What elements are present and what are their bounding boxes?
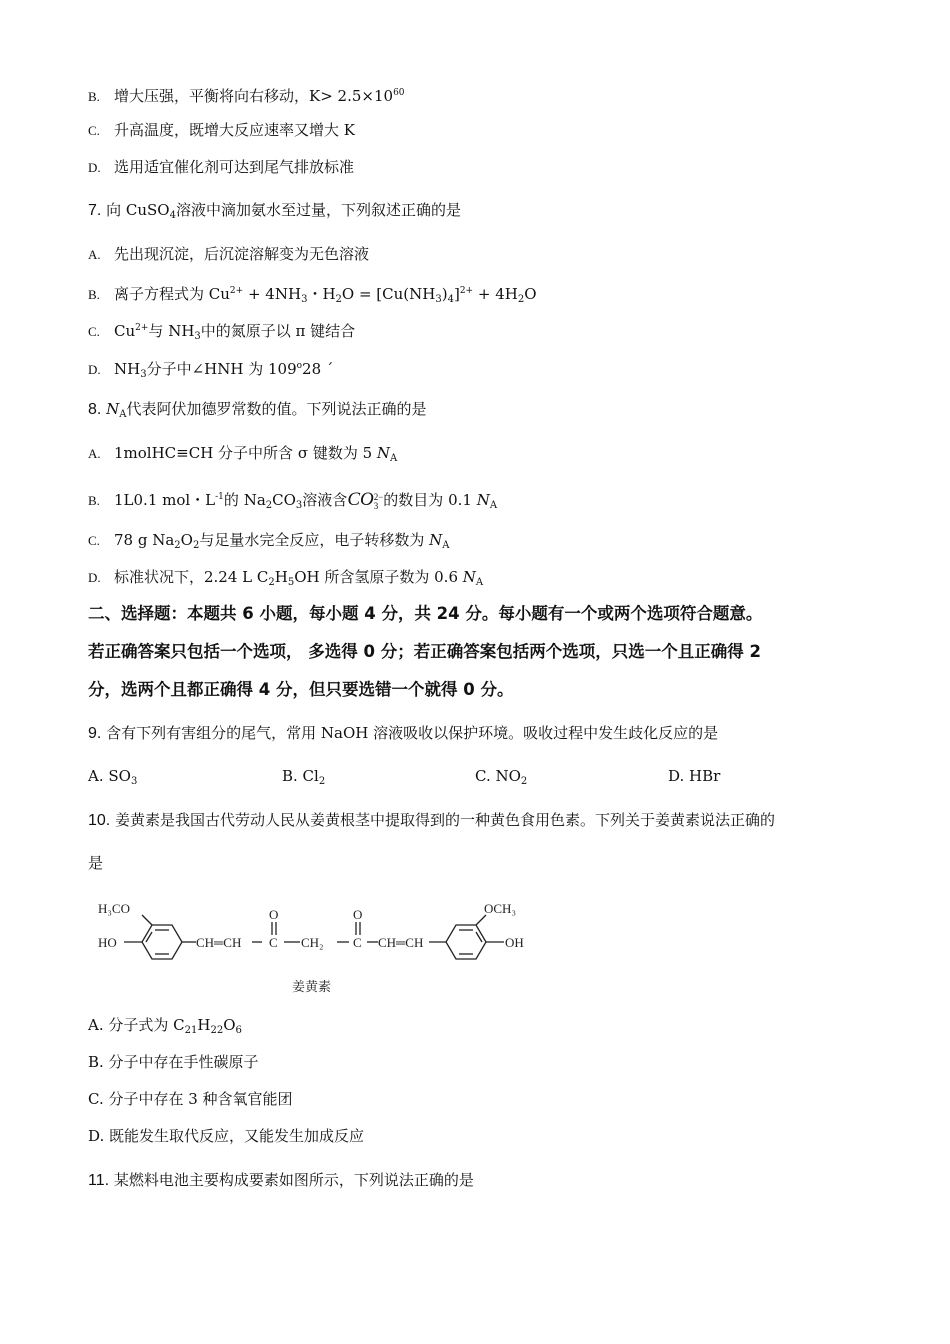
text: NH <box>114 360 141 378</box>
option-letter: B. <box>88 287 100 302</box>
sub: A <box>475 577 484 588</box>
text: 1L0.1 mol・L <box>114 491 216 509</box>
carbon-label: C <box>269 935 278 950</box>
oxygen-label: O <box>353 907 363 922</box>
option-letter: B. <box>88 89 100 104</box>
sub: 2 <box>318 776 326 787</box>
text: 标准状况下，2.24 L C <box>114 568 269 586</box>
text: O <box>524 285 537 303</box>
sub: 2 <box>265 500 273 511</box>
text: 28 ´ <box>302 360 334 378</box>
section2-line2: 若正确答案只包括一个选项， 多选得 0 分；若正确答案包括两个选项，只选一个且正确得 2 <box>88 642 761 661</box>
option-text: 增大压强，平衡将向右移动，K> 2.5×10 <box>114 87 394 105</box>
text: H <box>274 568 288 586</box>
sup: 2+ <box>229 286 244 296</box>
text: 与足量水完全反应，电子转移数为 <box>199 531 430 549</box>
text: + 4H <box>473 285 518 303</box>
text: 溶液含 <box>302 491 348 509</box>
sub: 22 <box>210 1025 224 1036</box>
methoxy-left-label: H₃CO <box>98 901 130 916</box>
q6-option-d <box>88 157 354 178</box>
question-number: 9. <box>88 725 102 742</box>
sup: 2+ <box>135 323 149 333</box>
q6-option-c <box>88 120 355 141</box>
q10-option-b: B. 分子中存在手性碳原子 <box>88 1053 259 1071</box>
sub: 2 <box>192 540 200 551</box>
text: A. 分子式为 C <box>88 1016 185 1034</box>
text: ・H <box>307 285 336 303</box>
text: O = [Cu(NH <box>341 285 436 303</box>
figure-caption: 姜黄素 <box>292 979 332 994</box>
text: 分子中∠HNH 为 109 <box>146 360 297 378</box>
sub: 2 <box>520 776 528 787</box>
sub: A <box>489 500 498 511</box>
q7-option-a <box>88 244 369 265</box>
text: 78 g Na <box>114 531 175 549</box>
option-text: 升高温度，既增大反应速率又增大 K <box>114 121 355 139</box>
hydroxy-left-label: HO <box>98 935 117 950</box>
sub: 2 <box>268 577 275 588</box>
q8-stem <box>88 399 427 425</box>
option-letter: C. <box>88 324 100 339</box>
stem-text: 代表阿伏加德罗常数的值。下列说法正确的是 <box>126 400 427 418</box>
carbon-label: C <box>353 935 362 950</box>
vinyl-left-label: CH═CH <box>196 935 242 950</box>
q10-option-d: D. 既能发生取代反应，又能发生加成反应 <box>88 1127 365 1145</box>
sub: 3 <box>130 776 138 787</box>
text: C. NO <box>475 767 521 785</box>
stem-text: 含有下列有害组分的尾气，常用 NaOH 溶液吸收以保护环境。吸收过程中发生歧化反应的是 <box>106 724 719 742</box>
option-letter: B. <box>88 493 100 508</box>
q7-stem <box>88 200 461 226</box>
avogadro-symbol: N <box>106 400 120 418</box>
sub: 3 <box>435 294 442 305</box>
section2-line1: 二、选择题：本题共 6 小题，每小题 4 分，共 24 分。每小题有一个或两个选项符合题意。 <box>88 604 763 623</box>
text: + 4NH <box>243 285 302 303</box>
option-letter: D. <box>88 362 101 377</box>
text: 1molHC≡CH 分子中所含 σ 键数为 5 <box>114 444 377 462</box>
stem-text: 姜黄素是我国古代劳动人民从姜黄根茎中提取得到的一种黄色食用色素。下列关于姜黄素说法正确的 <box>115 811 776 829</box>
avogadro-symbol: N <box>476 491 490 509</box>
section2-line3: 分，选两个且都正确得 4 分，但只要选错一个就得 0 分。 <box>88 680 514 699</box>
q9-option-d <box>668 767 720 785</box>
methylene-label: CH₂ <box>301 935 324 950</box>
text: 的数目为 0.1 <box>383 491 477 509</box>
sup: o <box>296 361 303 371</box>
sub: 4 <box>447 294 454 305</box>
sub: A <box>442 540 450 551</box>
oxygen-label: O <box>269 907 279 922</box>
option-text: 选用适宜催化剂可达到尾气排放标准 <box>114 158 355 176</box>
sub: 2 <box>517 294 525 305</box>
sub: 3 <box>373 501 379 511</box>
text: H <box>197 1016 211 1034</box>
vinyl-right-label: CH═CH <box>378 935 424 950</box>
text: D. HBr <box>668 767 721 785</box>
sup: -1 <box>215 492 224 502</box>
subscript: 4 <box>169 210 176 221</box>
q6-option-b <box>88 83 405 107</box>
q9-option-c <box>475 767 527 787</box>
sub: A <box>390 453 398 464</box>
q8-option-a <box>88 443 397 469</box>
stem-text: 向 CuSO <box>106 201 170 219</box>
q7-option-c <box>88 318 355 347</box>
curcumin-structure-figure <box>84 895 554 1000</box>
option-text: 先出现沉淀，后沉淀溶解变为无色溶液 <box>114 245 370 263</box>
sub: 21 <box>184 1025 198 1036</box>
question-number: 7. <box>88 202 102 219</box>
text: ] <box>453 285 460 303</box>
sub: 5 <box>287 577 295 588</box>
question-number: 11. <box>88 1172 110 1189</box>
avogadro-symbol: N <box>376 444 391 462</box>
text: OH 所含氢原子数为 0.6 <box>294 568 463 586</box>
option-letter: D. <box>88 160 101 175</box>
methoxy-bond <box>476 915 486 925</box>
q10-option-c: C. 分子中存在 3 种含氧官能团 <box>88 1090 293 1108</box>
q9-stem <box>88 723 718 744</box>
q8-option-d <box>88 567 483 593</box>
text: O <box>223 1016 236 1034</box>
text: CO <box>347 489 374 510</box>
sub: 3 <box>295 500 303 511</box>
text: A. SO <box>88 767 131 785</box>
q9-option-b <box>282 767 325 787</box>
hydroxy-right-label: OH <box>505 935 524 950</box>
sub: 3 <box>301 294 308 305</box>
text: 的 Na <box>223 491 266 509</box>
sup: 2− <box>373 492 384 502</box>
question-number: 10. <box>88 812 111 829</box>
question-number: 8. <box>88 401 102 418</box>
q8-option-c <box>88 530 450 556</box>
text: CO <box>272 491 296 509</box>
superscript: 60 <box>393 88 405 98</box>
sub: 3 <box>140 369 147 380</box>
option-letter: C. <box>88 533 100 548</box>
option-letter: D. <box>88 570 101 585</box>
methoxy-bond <box>142 915 152 925</box>
sub: 6 <box>235 1025 242 1036</box>
text: B. Cl <box>282 767 319 785</box>
stem-text: 某燃料电池主要构成要素如图所示，下列说法正确的是 <box>113 1171 474 1189</box>
sub: A <box>119 409 127 420</box>
text: Cu <box>114 322 136 340</box>
q11-stem <box>88 1170 474 1191</box>
text: 离子方程式为 Cu <box>114 285 230 303</box>
text: 中的氮原子以 π 键结合 <box>200 322 356 340</box>
sub: 2 <box>174 540 181 551</box>
text: O <box>180 531 193 549</box>
avogadro-symbol: N <box>429 531 443 549</box>
option-letter: A. <box>88 446 101 461</box>
q7-option-b <box>88 281 537 310</box>
q10-stem-line1 <box>88 810 775 831</box>
avogadro-symbol: N <box>462 568 476 586</box>
methoxy-right-label: OCH₃ <box>484 901 516 916</box>
carbonate-formula <box>347 489 383 510</box>
q10-stem-line2: 是 <box>88 854 104 872</box>
sub: 2 <box>335 294 342 305</box>
option-letter: C. <box>88 123 100 138</box>
option-letter: A. <box>88 247 101 262</box>
text: ) <box>441 285 448 303</box>
q10-option-a <box>88 1015 242 1041</box>
sup: 2+ <box>459 286 474 296</box>
q7-option-d <box>88 356 333 385</box>
sub: 3 <box>194 331 201 342</box>
stem-text: 溶液中滴加氨水至过量，下列叙述正确的是 <box>175 201 461 219</box>
q8-option-b <box>88 484 497 519</box>
text: 与 NH <box>148 322 195 340</box>
q9-option-a <box>88 767 137 787</box>
